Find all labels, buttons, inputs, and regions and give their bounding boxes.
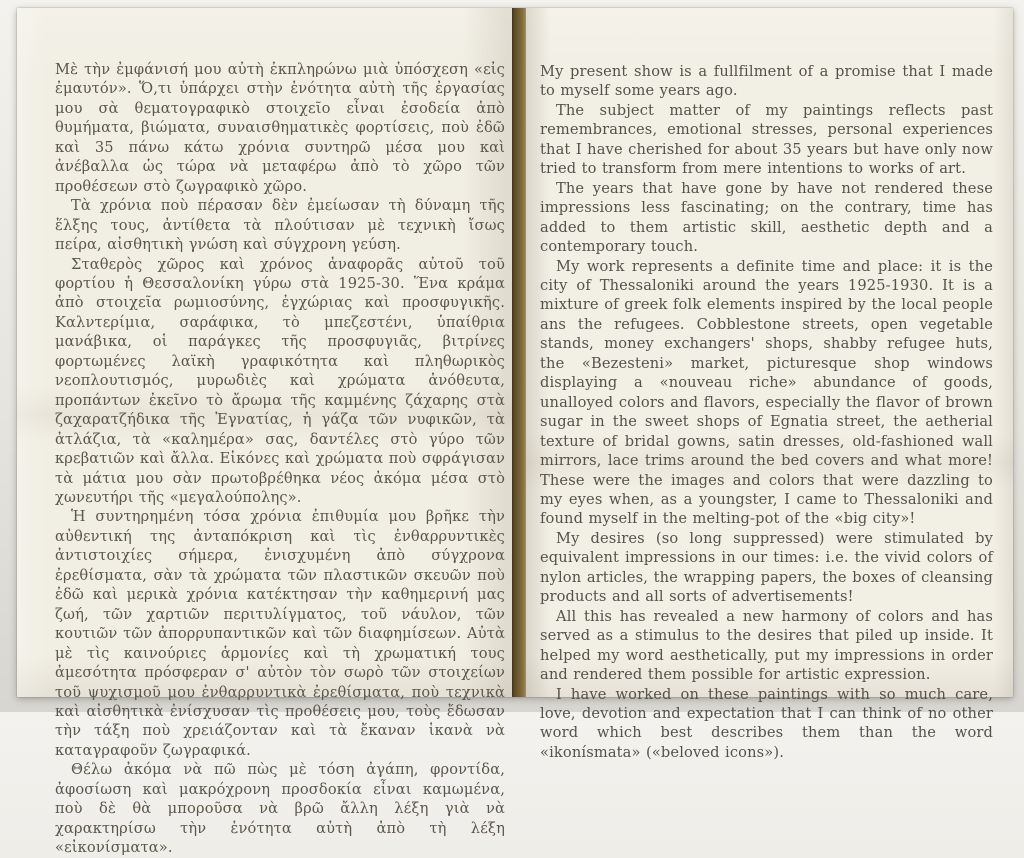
paragraph: All this has revealed a new harmony of colors and has served as a stimulus to the desires that piled up inside. It helped my word aesthetically, put my impressions in order and rendered them possible for artistic expression.: [540, 607, 993, 684]
paragraph: Μὲ τὴν ἐμφάνισή μου αὐτὴ ἐκπληρώνω μιὰ ὑπόσχεση «εἰς ἐμαυτόν». Ὅ,τι ὑπάρχει στὴν ἑνότητα αὐτὴ τῆς ἐργασίας μου σὰ θεματογραφικὸ στοιχεῖο εἶναι ἐσοδεία ἀπὸ θυμήματα, βιώματα, συναισθηματικὲς φορτίσεις, ποὺ ἐδῶ καὶ 35 πάνω κάτω χρόνια συντηρῶ μέσα μου καὶ ἀνέβαλλα ὡς τώρα νὰ μεταφέρω ἀπὸ τὸ χῶρο τῶν προθέσεων στὸ ζωγραφικὸ χῶρο.: [55, 61, 505, 195]
paragraph: Τὰ χρόνια ποὺ πέρασαν δὲν ἐμείωσαν τὴ δύναμη τῆς ἕλξης τους, ἀντίθετα τὰ πλούτισαν μὲ τεχνικὴ ἴσως πείρα, αἰσθητικὴ γνώση καὶ σύγχρονη γεύση.: [55, 197, 505, 254]
paragraph: Σταθερὸς χῶρος καὶ χρόνος ἀναφορᾶς αὐτοῦ τοῦ φορτίου ἡ Θεσσαλονίκη γύρω στὰ 1925-30. Ἕνα κράμα ἀπὸ στοιχεῖα ρωμιοσύνης, ἐγχώριας καὶ προσφυγικῆς. Καλντερίμια, σαράφικα, τὸ μπεζεστένι, ὑπαίθρια μανάβικα, οἱ παράγκες τῆς προσφυγιᾶς, βιτρίνες φορτωμένες λαϊκὴ γραφικότητα καὶ πληθωρικὸς νεοπλουτισμός, μυρωδιὲς καὶ χρώματα ἀνόθευτα, προπάντων ἐκεῖνο τὸ ἄρωμα τῆς καμμένης ζάχαρης στὰ ζαχαρατζήδικα τῆς Ἐγνατίας, ἡ γάζα τῶν νυφικῶν, τὰ ἀτλάζια, τὰ «καλημέρα» σας, δαντέλες στὸ γύρο τῶν κρεβατιῶν καὶ ἄλλα. Εἰκόνες καὶ χρώματα ποὺ σφράγισαν τὰ μάτια μου σὰν πρωτοβρέθηκα νέος ἀκόμα μέσα στὸ χωνευτήρι τῆς «μεγαλούπολης».: [55, 255, 505, 506]
paragraph: Ἡ συντηρημένη τόσα χρόνια ἐπιθυμία μου βρῆκε τὴν αὐθεντική της ἀνταπόκριση καὶ τὶς ἐνθαρρυντικὲς ἀντιστοιχίες σήμερα, ἐνισχυμένη ἀπὸ σύγχρονα ἐρεθίσματα, σὰν τὰ χρώματα τῶν πλαστικῶν σκευῶν ποὺ ἐδῶ καὶ μερικὰ χρόνια κατέκτησαν τὴν καθημερινή μας ζωή, τῶν χαρτιῶν περιτυλίγματος, τοῦ νάυλον, τῶν κουτιῶν τῶν ἀπορρυπαντικῶν καὶ τῶν διαφημίσεων. Αὐτὰ μὲ τὶς καινούριες ἁρμονίες καὶ τὴ χρωματική τους ἀμεσότητα πρόσφεραν σ' αὐτὸν τὸν σωρὸ τῶν στοιχείων τοῦ ψυχισμοῦ μου ἐνθαρρυντικὰ ἐρεθίσματα, ποὺ τεχνικὰ καὶ αἰσθητικὰ ἐνίσχυσαν τὶς προθέσεις μου, τοὺς ἔδωσαν τὴν τάξη ποὺ χρειάζονταν καὶ τὰ ἔκαναν ἱκανὰ νὰ καταγραφοῦν ζωγραφικά.: [55, 508, 505, 759]
paragraph: Θέλω ἀκόμα νὰ πῶ πὼς μὲ τόση ἀγάπη, φροντίδα, ἀφοσίωση καὶ μακρόχρονη προσδοκία εἶναι καμωμένα, ποὺ δὲ θὰ μποροῦσα νὰ βρῶ ἄλλη λέξη γιὰ νὰ χαρακτηρίσω τὴν ἑνότητα αὐτὴ ἀπὸ τὴ λέξη «εἰκονίσματα».: [55, 761, 505, 857]
paragraph: I have worked on these paintings with so much care, love, devotion and expectation that I can think of no other word which best describes them than the word «ikonísmata» («beloved icons»).: [540, 685, 993, 761]
book-spine: [512, 8, 526, 697]
paragraph: My desires (so long suppressed) were stimulated by equivalent impressions in our times: i.e. the vivid colors of nylon articles, the wrapping papers, the boxes of cleansing products and all sorts of advertisements!: [540, 529, 993, 606]
right-page-text: [540, 62, 993, 762]
paragraph: The years that have gone by have not rendered these impressions less fascinating; on the contrary, time has added to them artistic skill, aesthetic depth and a contemporary touch.: [540, 179, 993, 256]
paragraph: My present show is a fullfilment of a promise that I made to myself some years ago.: [540, 63, 993, 100]
left-page-text: [55, 60, 505, 858]
left-page: [17, 8, 512, 857]
paragraph: My work represents a definite time and place: it is the city of Thessaloniki around the years 1925-1930. It is a mixture of greek folk elements inspired by the local people ans the refugees. Cobblestone streets, open vegetable stands, money exchangers' shops, shabby refugee huts, the «Bezesteni» market, picturesque shop windows displaying a «nouveau riche» abundance of goods, unalloyed colors and flavors, especially the flavor of brown sugar in the sweet shops of Egnatia street, the aetherial texture of bridal gowns, satin dresses, old-fashioned wall mirrors, lace trims around the bed covers and what more! These were the images and colors that were dazzling to my eyes when, as a youngster, I came to Thessaloniki and found myself in the melting-pot of the «big city»!: [540, 257, 993, 528]
book-spread: [17, 8, 1013, 857]
right-page: [526, 8, 1013, 761]
paragraph: The subject matter of my paintings reflects past remembrances, emotional stresses, personal experiences that I have cherished for about 35 years but have only now tried to transform from mere intentions to works of art.: [540, 101, 993, 178]
